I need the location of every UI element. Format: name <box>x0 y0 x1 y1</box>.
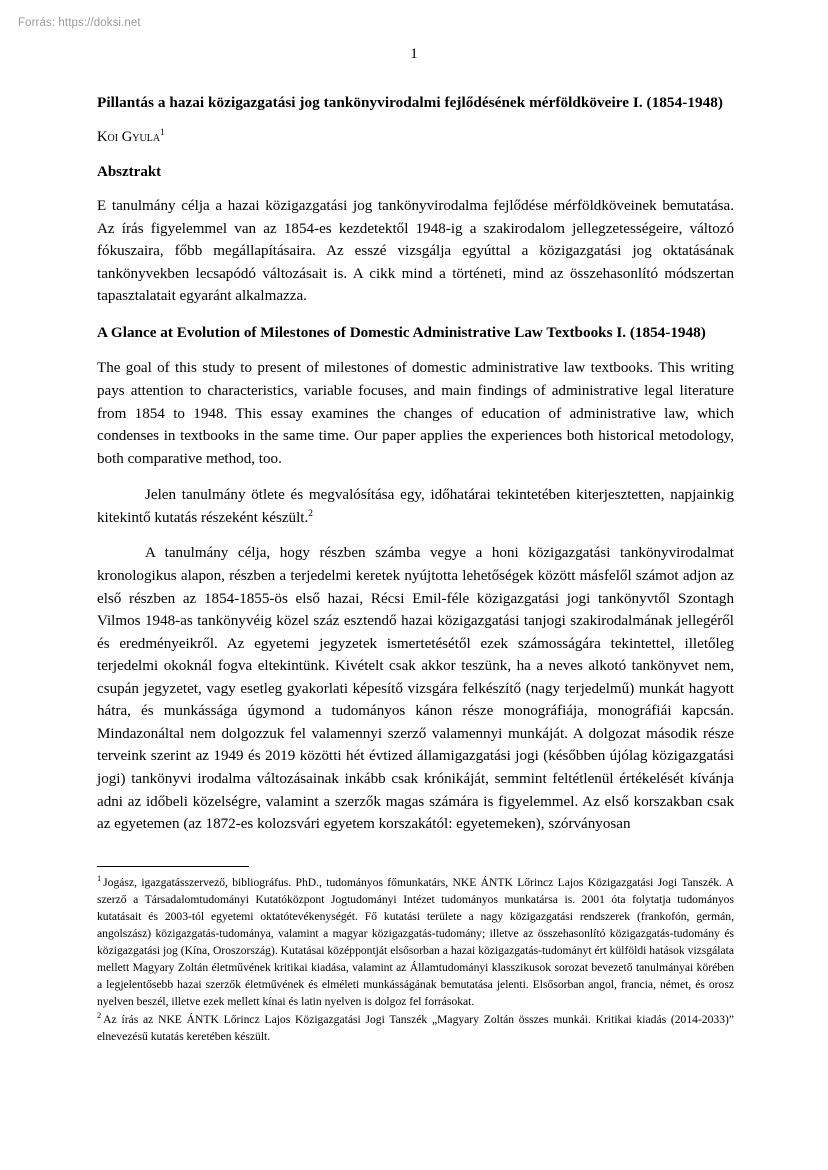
footnote-item <box>97 1011 734 1045</box>
author-name: Koi Gyula <box>97 128 161 145</box>
footnote-text: Az írás az NKE ÁNTK Lőrincz Lajos Közigazgatási Jogi Tanszék „Magyary Zoltán összes munkái. Kritikai kiadás (2014-2033)” elnevezésű kutatás keretében készült. <box>97 1013 734 1044</box>
abstract-heading-hu: Absztrakt <box>97 163 162 180</box>
footnote-separator <box>97 866 249 867</box>
document-content <box>97 92 734 850</box>
body-paragraph-2: A tanulmány célja, hogy részben számba vegye a honi közigazgatási tankönyvirodalmat kronologikus alapon, részben a terjedelmi keretek nyújtotta lehetőségek között másfelől számot adjon az első részben az 1854-1855-ös első hazai, Récsi Emil-féle közigazgatási jogi tankönyvtől Szontagh Vilmos 1948-as tankönyvéig közel száz esztendő hazai közigazgatási tanjogi szakirodalmának jellegéről és eredményeikről. Az egyetemi jegyzetek ismertetésétől ezek számosságára tekintettel, illetőleg terjedelmi okoknál fogva eltekintünk. Kivételt csak akkor teszünk, ha a neves alkotó tankönyvet nem, csupán jegyzetet, vagy esetleg gyakorlati képesítő vizsgára felkészítő (nagy terjedelmű) munkát hagyott hátra, és munkássága úgymond a tudományos kánon része monográfiája, monográfiái kapcsán. Mindazonáltal nem dolgozzuk fel valamennyi szerző valamennyi munkáját. A dolgozat második része terveink szerint az 1949 és 2019 közötti hét évtized államigazgatási jogi (későbben újólag közigazgatási jogi) tankönyvi irodalma változásainak inkább csak krónikáját, semmint feltétlenül értékelését kívánja adni az időbeli közelségre, valamint a szerzők magas számára is figyelemmel. Az első korszakban csak az egyetemen (az 1872-es kolozsvári egyetem korszakától: egyetemeken), szórványosan <box>97 545 734 833</box>
abstract-text-en: The goal of this study to present of milestones of domestic administrative law textbooks. This writing pays attention to characteristics, variable focuses, and main findings of administrative legal literature from 1854 to 1948. This essay examines the changes of education of administrative law, which condenses in textbooks in the same time. Our paper applies the experiences both historical metodology, both comparative method, too. <box>97 360 734 467</box>
page-title: Pillantás a hazai közigazgatási jog tankönyvirodalmi fejlődésének mérföldköveire I. (1854-1948) <box>97 94 723 111</box>
footnotes-section <box>97 866 734 1046</box>
footnote-marker: 1 <box>97 874 102 884</box>
footnote-marker: 2 <box>97 1011 102 1021</box>
abstract-heading-en: A Glance at Evolution of Milestones of Domestic Administrative Law Textbooks I. (1854-1948) <box>97 323 706 341</box>
page-number: 1 <box>410 46 418 62</box>
abstract-text-hu: E tanulmány célja a hazai közigazgatási jog tankönyvirodalma fejlődése mérföldköveinek bemutatása. Az írás figyelemmel van az 1854-es kezdetektől 1948-ig a szakirodalom jellegzetességeire, változó fókuszaira, főbb megállapításaira. Az esszé vizsgálja egyúttal a közigazgatási jog oktatásának tankönyvekben lecsapódó változásait is. A cikk mind a történeti, mind az összehasonlító módszertan tapasztalatait egyaránt alkalmazza. <box>97 198 734 305</box>
body-paragraph-1 <box>97 484 734 529</box>
footnote-item <box>97 874 734 1010</box>
paragraph-1-footnote-ref[interactable]: 2 <box>308 508 313 519</box>
source-watermark: Forrás: https://doksi.net <box>18 17 141 29</box>
author-line <box>97 128 734 147</box>
author-footnote-ref[interactable]: 1 <box>160 126 165 137</box>
body-paragraph-1-text: Jelen tanulmány ötlete és megvalósítása egy, időhatárai tekintetében kiterjesztetten, napjainkig kitekintő kutatás részeként készült. <box>97 487 734 526</box>
footnote-text: Jogász, igazgatásszervező, bibliográfus. PhD., tudományos főmunkatárs, NKE ÁNTK Lőrincz Lajos Közigazgatási Jogi Tanszék. A szerző a Társadalomtudományi Kutatóközpont Jogtudományi Intézet tudományos munkatársa is. 2001 óta folytatja tudományos kutatásait és 2003-tól egyetemi oktatótevékenységét. Fő kutatási területe a nagy közigazgatási rendszerek (frankofón, germán, angolszász) közigazgatás-tudománya, valamint a magyar közigazgatás-tudomány; illetve az összehasonlító közigazgatás-tudomány és közigazgatási jog (Kína, Oroszország). Kutatásai középpontját elsősorban a hazai közigazgatás-tudományt ért külföldi hatások vizsgálata mellett Magyary Zoltán életművének kritikai kiadása, valamint az Államtudományi klasszikusok sorozat bevezető tanulmányai körében a legjelentősebb hazai szerzők életművének és elméleti munkásságának bemutatása jelenti. Elsősorban angol, francia, német, és orosz nyelven beszél, illetve ezek mellett kínai és latin nyelven is dolgoz fel forrásokat. <box>97 876 734 1009</box>
